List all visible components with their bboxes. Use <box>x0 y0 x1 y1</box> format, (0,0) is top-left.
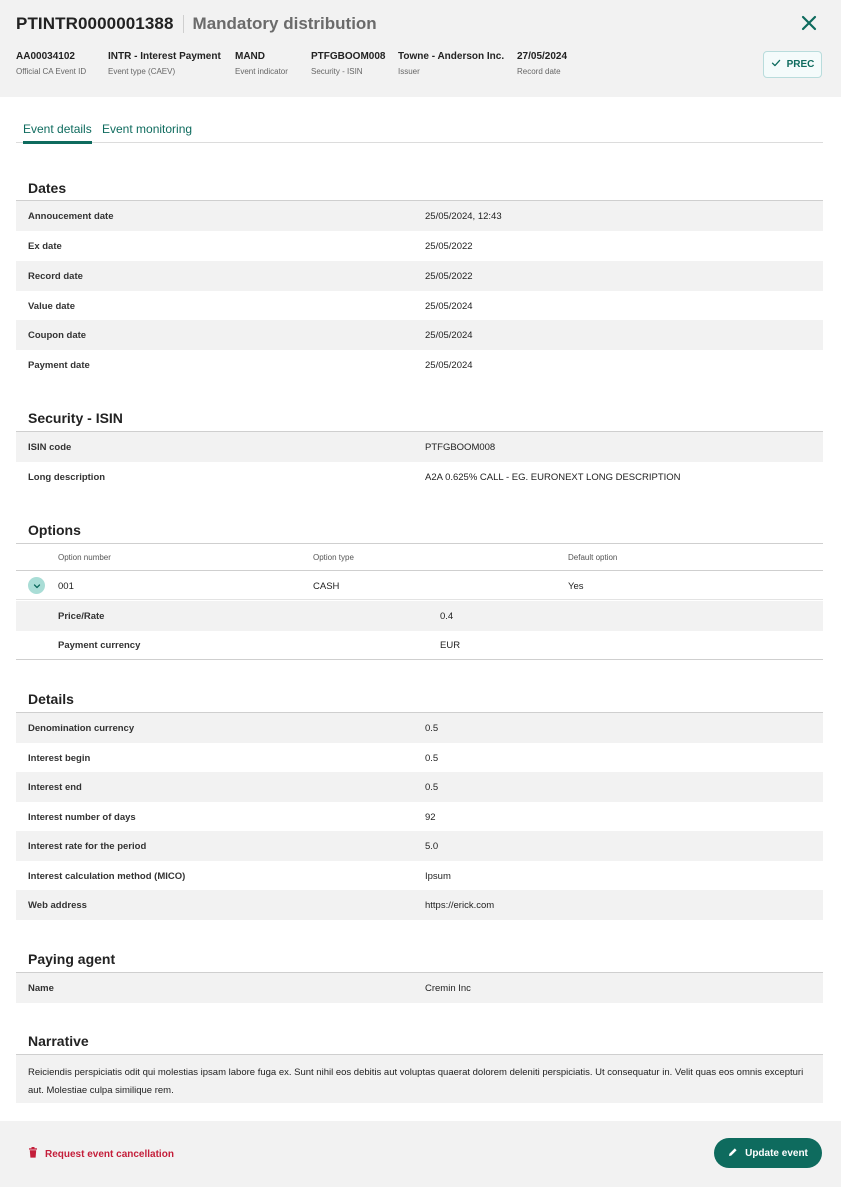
table-row <box>16 350 823 380</box>
option-row <box>16 571 823 600</box>
table-row <box>16 231 823 261</box>
event-code: PTINTR0000001388 <box>16 14 174 33</box>
row-label: Coupon date <box>28 329 87 341</box>
row-label: Interest end <box>28 781 82 793</box>
row-label: Denomination currency <box>28 722 135 734</box>
check-icon <box>771 58 781 71</box>
meta-ca-event-id <box>16 51 86 76</box>
meta-value: INTR - Interest Payment <box>108 51 221 62</box>
table-row <box>16 831 823 861</box>
footer-bar <box>0 1121 841 1187</box>
row-value: 25/05/2024 <box>425 329 473 341</box>
section-title-security: Security - ISIN <box>28 410 123 426</box>
column-header: Default option <box>568 553 618 562</box>
row-value: PTFGBOOM008 <box>425 441 496 453</box>
section-title-narrative: Narrative <box>28 1033 89 1049</box>
row-label: Interest number of days <box>28 811 136 823</box>
table-row <box>16 861 823 891</box>
row-label: Payment currency <box>58 640 141 651</box>
tab-event-monitoring[interactable]: Event monitoring <box>102 122 193 136</box>
meta-value: MAND <box>235 51 265 62</box>
row-value: A2A 0.625% CALL - EG. EURONEXT LONG DESCRIPTION <box>425 471 681 483</box>
table-row <box>16 261 823 291</box>
meta-event-type <box>108 51 221 76</box>
table-row <box>16 973 823 1003</box>
tab-event-details[interactable]: Event details <box>23 122 92 144</box>
event-header <box>0 0 841 97</box>
update-event-button[interactable] <box>714 1138 822 1168</box>
row-value: 25/05/2024, 12:43 <box>425 210 502 222</box>
meta-value: AA00034102 <box>16 51 75 62</box>
row-label: Record date <box>28 270 83 282</box>
table-row <box>16 713 823 743</box>
cancel-label: Request event cancellation <box>45 1148 174 1160</box>
row-value: 0.5 <box>425 781 439 793</box>
section-title-options: Options <box>28 522 81 538</box>
option-detail-row <box>16 630 823 660</box>
column-header: Option type <box>313 553 354 562</box>
meta-value: Towne - Anderson Inc. <box>398 51 505 62</box>
meta-value: 27/05/2024 <box>517 51 568 62</box>
option-number: 001 <box>58 581 74 592</box>
row-label: Value date <box>28 300 75 312</box>
table-row <box>16 802 823 832</box>
meta-label: Official CA Event ID <box>16 67 87 76</box>
option-default: Yes <box>568 581 584 592</box>
table-row <box>16 462 823 492</box>
section-divider <box>16 659 823 660</box>
meta-record-date <box>517 51 567 76</box>
status-label: PREC <box>786 59 815 70</box>
row-value: 92 <box>425 811 436 823</box>
meta-security-isin <box>311 51 385 76</box>
table-row <box>16 201 823 231</box>
row-label: Interest begin <box>28 752 91 764</box>
section-title-details: Details <box>28 691 74 707</box>
row-value: 0.5 <box>425 722 439 734</box>
meta-value: PTFGBOOM008 <box>311 51 386 62</box>
row-label: Name <box>28 982 54 994</box>
row-value: 25/05/2024 <box>425 300 473 312</box>
status-prec-button[interactable] <box>763 51 822 78</box>
meta-label: Security - ISIN <box>311 67 363 76</box>
row-label: Annoucement date <box>28 210 114 222</box>
row-value: 5.0 <box>425 840 439 852</box>
meta-issuer <box>398 51 504 76</box>
row-label: Web address <box>28 899 87 911</box>
option-type: CASH <box>313 581 340 592</box>
row-label: Price/Rate <box>58 611 105 622</box>
options-table-header <box>16 544 823 571</box>
pencil-icon <box>728 1147 738 1160</box>
row-value: 25/05/2022 <box>425 240 473 252</box>
update-label: Update event <box>745 1147 808 1159</box>
row-label: Ex date <box>28 240 62 252</box>
trash-icon <box>28 1147 38 1161</box>
table-row <box>16 743 823 773</box>
meta-label: Record date <box>517 67 561 76</box>
table-row <box>16 291 823 321</box>
request-cancellation-button[interactable] <box>28 1147 174 1161</box>
tab-bar <box>16 120 823 143</box>
table-row <box>16 320 823 350</box>
table-row <box>16 772 823 802</box>
row-label: Long description <box>28 471 106 483</box>
chevron-down-icon[interactable] <box>28 577 45 594</box>
section-title-dates: Dates <box>28 180 67 196</box>
meta-event-indicator <box>235 51 288 76</box>
table-row <box>16 890 823 920</box>
close-icon[interactable] <box>799 13 819 33</box>
meta-label: Event type (CAEV) <box>108 67 176 76</box>
event-title: Mandatory distribution <box>192 14 377 33</box>
title-row <box>16 14 377 34</box>
meta-label: Event indicator <box>235 67 288 76</box>
row-label: Interest calculation method (MICO) <box>28 870 186 882</box>
row-value: 0.5 <box>425 752 439 764</box>
narrative-text: Reiciendis perspiciatis odit qui molestias ipsam labore fuga ex. Sunt nihil eos debitis aut voluptas quaerat dolorem deleniti perspiciatis. Ut consequatur in. Velit quas eos omnis excepturi aut. Molestiae culpa similique rem. <box>16 1055 823 1103</box>
row-label: ISIN code <box>28 441 72 453</box>
row-label: Interest rate for the period <box>28 840 147 852</box>
column-header: Option number <box>58 553 111 562</box>
meta-label: Issuer <box>398 67 420 76</box>
row-value: Ipsum <box>425 870 451 882</box>
table-row <box>16 432 823 462</box>
option-detail-row <box>16 601 823 631</box>
row-value: 0.4 <box>440 611 454 622</box>
row-value: https://erick.com <box>425 899 495 911</box>
row-value: 25/05/2024 <box>425 359 473 371</box>
row-value: Cremin Inc <box>425 982 471 994</box>
title-divider <box>183 15 184 33</box>
section-title-paying-agent: Paying agent <box>28 951 116 967</box>
row-value: EUR <box>440 640 461 651</box>
row-value: 25/05/2022 <box>425 270 473 282</box>
row-label: Payment date <box>28 359 90 371</box>
